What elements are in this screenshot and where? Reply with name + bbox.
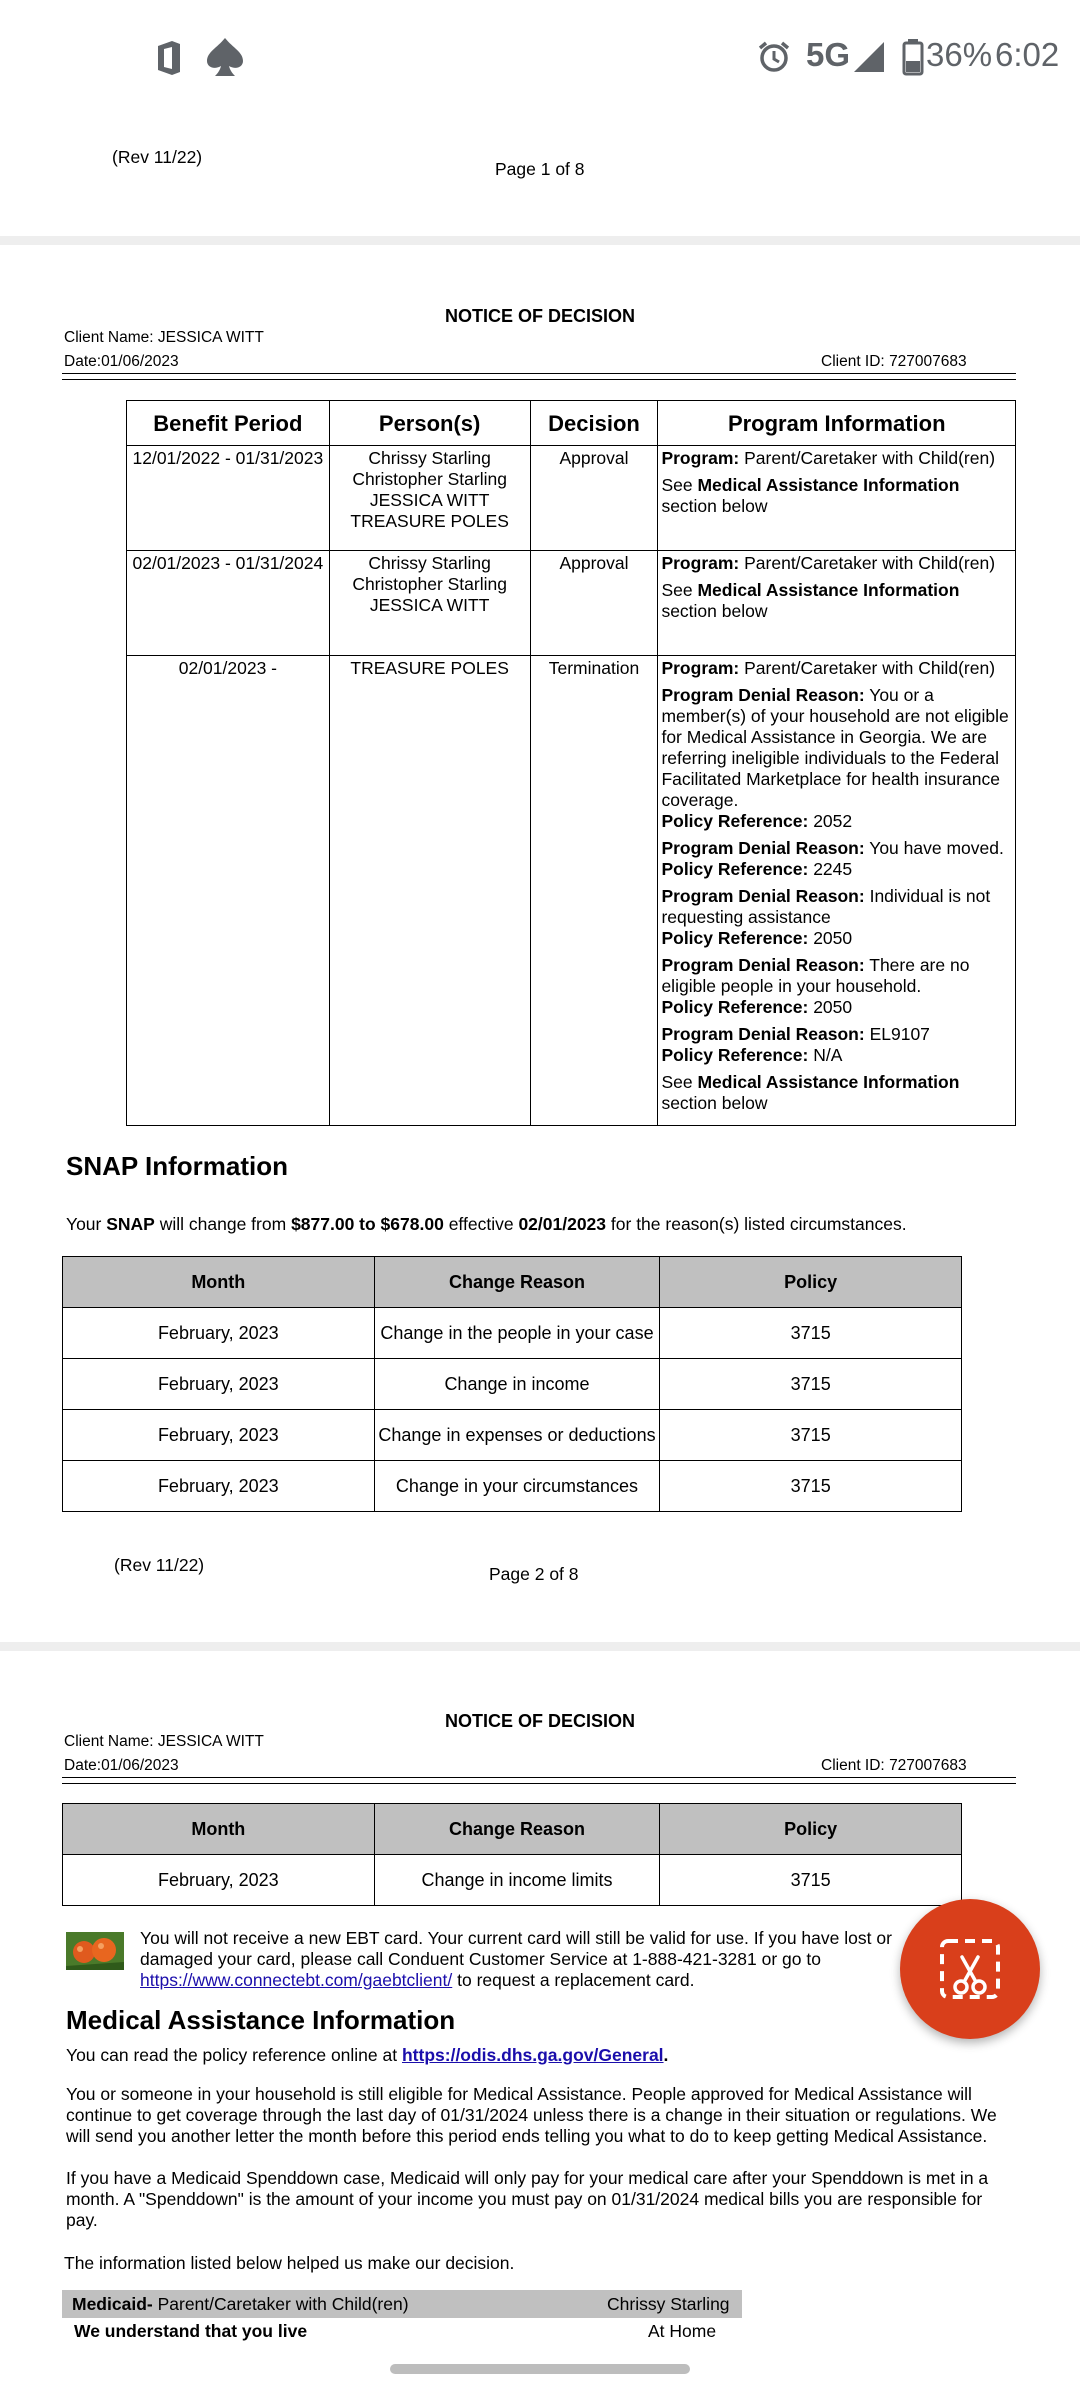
medicaid-person: Chrissy Starling <box>607 2294 730 2314</box>
live-value: At Home <box>648 2321 717 2341</box>
ebt-text: You will not receive a new EBT card. Your current card will still be valid for use. If you have lost or damaged your card, please call Conduent Customer Service at 1-888-421-3281 or go to <box>140 1928 892 1969</box>
header-rule <box>62 373 1016 380</box>
col-header: Change Reason <box>374 1257 660 1308</box>
decision-row <box>127 446 1016 551</box>
reason-cell: Change in income limits <box>374 1855 660 1906</box>
policy-text: You can read the policy reference online at <box>66 2045 398 2065</box>
screenshot-edit-button[interactable] <box>900 1899 1040 2039</box>
see-section: Medical Assistance Information <box>697 1072 960 1092</box>
battery-percent: 36% <box>926 36 993 73</box>
client-id: 727007683 <box>889 1757 967 1774</box>
client-id: 727007683 <box>889 353 967 370</box>
policy-label: Policy Reference: <box>661 859 809 879</box>
person-name: Christopher Starling <box>352 469 507 489</box>
denial-text: EL9107 <box>869 1024 930 1044</box>
see-text: See <box>661 580 693 600</box>
denial-label: Program Denial Reason: <box>661 886 865 906</box>
person-name: TREASURE POLES <box>350 511 509 531</box>
client-name-label: Client Name: <box>64 1733 154 1750</box>
snap-text: effective <box>448 1214 514 1234</box>
ebt-card-image <box>66 1932 124 1970</box>
snap-program: SNAP <box>106 1214 155 1234</box>
see-text: See <box>661 1072 693 1092</box>
denial-label: Program Denial Reason: <box>661 685 865 705</box>
client-name-label: Client Name: <box>64 329 154 346</box>
medical-assistance-heading: Medical Assistance Information <box>66 2005 456 2035</box>
col-header: Program Information <box>658 401 1016 446</box>
client-name-line <box>64 1733 264 1751</box>
program-info <box>658 656 1016 1126</box>
page2-rev: (Rev 11/22) <box>114 1555 205 1575</box>
person-name: Chrissy Starling <box>368 448 491 468</box>
eligibility-paragraph: You or someone in your household is still eligible for Medical Assistance. People approved for Medical Assistance will continue to get coverage through the last day of 01/31/2024 unless there is a change in their situation or regulations. We will send you another letter the month before this period ends telling you what to do to keep getting Medical Assistance. <box>66 2084 997 2146</box>
snap-amount: $877.00 to $678.00 <box>291 1214 444 1234</box>
office-icon <box>154 40 184 76</box>
alarm-icon <box>757 40 791 74</box>
month-cell: February, 2023 <box>63 1308 375 1359</box>
status-bar <box>0 0 1080 115</box>
person-name: Chrissy Starling <box>368 553 491 573</box>
date-line <box>64 353 179 371</box>
ebt-text: to request a replacement card. <box>457 1970 695 1990</box>
benefit-period: 02/01/2023 - 01/31/2024 <box>127 551 330 656</box>
month-cell: February, 2023 <box>63 1461 375 1512</box>
client-id-label: Client ID: <box>821 1757 885 1774</box>
persons-cell <box>329 656 530 1126</box>
see-text: section below <box>661 1093 768 1113</box>
client-id-line <box>821 1757 967 1775</box>
snap-change-table-continued <box>62 1803 962 1906</box>
decision: Approval <box>530 446 658 551</box>
live-row <box>62 2318 742 2346</box>
policy-link-line <box>66 2045 668 2066</box>
denial-text: You have moved. <box>869 838 1004 858</box>
page2-number: Page 2 of 8 <box>489 1564 579 1584</box>
page1-rev: (Rev 11/22) <box>112 147 203 167</box>
page-divider <box>0 236 1080 245</box>
program-info <box>658 446 1016 551</box>
policy-label: Policy Reference: <box>661 928 809 948</box>
medicaid-label: Medicaid- <box>72 2294 153 2314</box>
reason-cell: Change in the people in your case <box>374 1308 660 1359</box>
denial-label: Program Denial Reason: <box>661 955 865 975</box>
benefit-period: 02/01/2023 - <box>127 656 330 1126</box>
gesture-nav-bar[interactable] <box>390 2364 690 2374</box>
policy-value: 2052 <box>813 811 853 831</box>
month-cell: February, 2023 <box>63 1855 375 1906</box>
medicaid-program: Parent/Caretaker with Child(ren) <box>157 2294 409 2314</box>
person-name: TREASURE POLES <box>350 658 509 678</box>
benefit-period: 12/01/2022 - 01/31/2023 <box>127 446 330 551</box>
see-section: Medical Assistance Information <box>697 580 960 600</box>
medicaid-info-table <box>62 2290 742 2346</box>
decision-table <box>126 400 1016 1126</box>
policy-cell: 3715 <box>660 1359 962 1410</box>
program-label: Program: <box>661 553 740 573</box>
decision: Approval <box>530 551 658 656</box>
program-info <box>658 551 1016 656</box>
col-header: Month <box>63 1257 375 1308</box>
policy-cell: 3715 <box>660 1308 962 1359</box>
policy-value: 2050 <box>813 997 853 1017</box>
client-id-line <box>821 353 967 371</box>
policy-text: . <box>663 2045 669 2065</box>
see-text: See <box>661 475 693 495</box>
col-header: Policy <box>660 1804 962 1855</box>
client-name-line <box>64 329 264 347</box>
screenshot-scissors-icon <box>900 1899 1040 2039</box>
snap-text: will change from <box>159 1214 287 1234</box>
snap-text: Your <box>66 1214 102 1234</box>
info-line: The information listed below helped us make our decision. <box>64 2253 515 2273</box>
see-text: section below <box>661 496 768 516</box>
page-divider <box>0 1642 1080 1651</box>
col-header: Person(s) <box>329 401 530 446</box>
policy-value: N/A <box>813 1045 843 1065</box>
table-row <box>63 1359 962 1410</box>
col-header: Policy <box>660 1257 962 1308</box>
reason-cell: Change in expenses or deductions <box>374 1410 660 1461</box>
denial-text: Individual is not requesting assistance <box>661 886 991 927</box>
decision-table-header <box>127 401 1016 446</box>
reason-cell: Change in income <box>374 1359 660 1410</box>
snap-change-table <box>62 1256 962 1512</box>
snap-table-header <box>63 1257 962 1308</box>
snap-text: for the reason(s) listed circumstances. <box>610 1214 907 1234</box>
notice-heading: NOTICE OF DECISION <box>445 306 636 326</box>
clock-time: 6:02 <box>995 36 1060 73</box>
col-header: Benefit Period <box>127 401 330 446</box>
date-line <box>64 1757 179 1775</box>
policy-label: Policy Reference: <box>661 811 809 831</box>
person-name: JESSICA WITT <box>369 595 490 615</box>
snap-table-header <box>63 1804 962 1855</box>
date-label: Date: <box>64 353 102 370</box>
decision-row <box>127 656 1016 1126</box>
date-label: Date: <box>64 1757 102 1774</box>
snap-effective-date: 02/01/2023 <box>518 1214 607 1234</box>
ebt-link[interactable]: https://www.connectebt.com/gaebtclient/ <box>140 1970 453 1990</box>
table-row <box>63 1855 962 1906</box>
policy-cell: 3715 <box>660 1410 962 1461</box>
policy-link[interactable]: https://odis.dhs.ga.gov/General <box>401 2045 664 2065</box>
program-label: Program: <box>661 658 740 678</box>
col-header: Decision <box>530 401 658 446</box>
see-text: section below <box>661 601 768 621</box>
policy-cell: 3715 <box>660 1855 962 1906</box>
col-header: Change Reason <box>374 1804 660 1855</box>
notice-date: 01/06/2023 <box>101 353 179 370</box>
denial-text: There are no eligible people in your household. <box>661 955 970 996</box>
ebt-notice <box>140 1928 940 1991</box>
client-name: JESSICA WITT <box>157 1733 264 1750</box>
decision: Termination <box>530 656 658 1126</box>
policy-value: 2050 <box>813 928 853 948</box>
col-header: Month <box>63 1804 375 1855</box>
snap-heading: SNAP Information <box>66 1151 288 1181</box>
table-row <box>63 1410 962 1461</box>
client-id-label: Client ID: <box>821 353 885 370</box>
denial-label: Program Denial Reason: <box>661 1024 865 1044</box>
denial-label: Program Denial Reason: <box>661 838 865 858</box>
person-name: JESSICA WITT <box>369 490 490 510</box>
denial-text: You or a member(s) of your household are not eligible for Medical Assistance in Georgia. We are referring ineligible individuals to the Federal Facilitated Marketplace for health insurance coverage. <box>661 685 1009 810</box>
month-cell: February, 2023 <box>63 1359 375 1410</box>
program-name: Parent/Caretaker with Child(ren) <box>744 553 996 573</box>
notice-heading: NOTICE OF DECISION <box>445 1711 636 1731</box>
policy-label: Policy Reference: <box>661 997 809 1017</box>
page1-number: Page 1 of 8 <box>495 159 585 179</box>
table-row <box>63 1461 962 1512</box>
persons-cell <box>329 551 530 656</box>
month-cell: February, 2023 <box>63 1410 375 1461</box>
policy-label: Policy Reference: <box>661 1045 809 1065</box>
decision-row <box>127 551 1016 656</box>
program-name: Parent/Caretaker with Child(ren) <box>744 658 996 678</box>
person-name: Christopher Starling <box>352 574 507 594</box>
table-row <box>63 1308 962 1359</box>
notice-date: 01/06/2023 <box>101 1757 179 1774</box>
spenddown-paragraph: If you have a Medicaid Spenddown case, Medicaid will only pay for your medical care after your Spenddown is met in a month. A "Spenddown" is the amount of your income you must pay on 01/31/2024 medical bills you are responsible for pay. <box>66 2168 989 2230</box>
program-label: Program: <box>661 448 740 468</box>
medicaid-row <box>62 2290 742 2318</box>
live-label: We understand that you live <box>74 2321 308 2341</box>
program-name: Parent/Caretaker with Child(ren) <box>744 448 996 468</box>
spade-icon <box>205 36 245 78</box>
header-rule <box>62 1777 1016 1784</box>
network-type: 5G <box>806 36 851 73</box>
reason-cell: Change in your circumstances <box>374 1461 660 1512</box>
battery-icon <box>902 38 924 76</box>
see-section: Medical Assistance Information <box>697 475 960 495</box>
signal-icon <box>852 40 886 74</box>
policy-cell: 3715 <box>660 1461 962 1512</box>
snap-change-sentence <box>66 1214 907 1235</box>
policy-value: 2245 <box>813 859 853 879</box>
client-name: JESSICA WITT <box>157 329 264 346</box>
persons-cell <box>329 446 530 551</box>
